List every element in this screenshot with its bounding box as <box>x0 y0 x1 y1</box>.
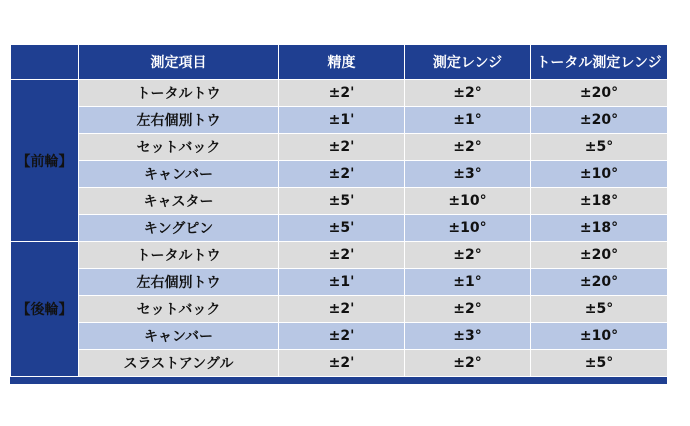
total-range-cell: ±20° <box>531 107 668 134</box>
header-range: 測定レンジ <box>405 45 531 80</box>
range-cell: ±1° <box>405 269 531 296</box>
accuracy-cell: ±2' <box>279 323 405 350</box>
header-row <box>11 45 668 80</box>
item-cell: トータルトウ <box>79 242 279 269</box>
range-cell: ±3° <box>405 323 531 350</box>
header-accuracy: 精度 <box>279 45 405 80</box>
range-cell: ±2° <box>405 80 531 107</box>
item-cell: セットバック <box>79 296 279 323</box>
item-cell: トータルトウ <box>79 80 279 107</box>
range-cell: ±10° <box>405 188 531 215</box>
total-range-cell: ±10° <box>531 161 668 188</box>
table-row <box>11 269 668 296</box>
alignment-spec-table <box>10 44 668 377</box>
item-cell: キャスター <box>79 188 279 215</box>
range-cell: ±1° <box>405 107 531 134</box>
table-row <box>11 188 668 215</box>
group-label-rear: 【後輪】 <box>11 242 79 377</box>
table-row <box>11 161 668 188</box>
group-label-front: 【前輪】 <box>11 80 79 242</box>
range-cell: ±3° <box>405 161 531 188</box>
total-range-cell: ±18° <box>531 215 668 242</box>
range-cell: ±10° <box>405 215 531 242</box>
range-cell: ±2° <box>405 296 531 323</box>
accuracy-cell: ±2' <box>279 134 405 161</box>
table-row <box>11 80 668 107</box>
item-cell: セットバック <box>79 134 279 161</box>
item-cell: キャンバー <box>79 323 279 350</box>
range-cell: ±2° <box>405 350 531 377</box>
item-cell: スラストアングル <box>79 350 279 377</box>
table-row <box>11 215 668 242</box>
table-row <box>11 296 668 323</box>
total-range-cell: ±20° <box>531 269 668 296</box>
total-range-cell: ±10° <box>531 323 668 350</box>
item-cell: キングピン <box>79 215 279 242</box>
accuracy-cell: ±2' <box>279 161 405 188</box>
total-range-cell: ±5° <box>531 296 668 323</box>
accuracy-cell: ±1' <box>279 107 405 134</box>
accuracy-cell: ±5' <box>279 188 405 215</box>
header-corner <box>11 45 79 80</box>
header-total-range: トータル測定レンジ <box>531 45 668 80</box>
table-row <box>11 350 668 377</box>
table-row <box>11 107 668 134</box>
range-cell: ±2° <box>405 242 531 269</box>
table-row <box>11 134 668 161</box>
total-range-cell: ±5° <box>531 350 668 377</box>
accuracy-cell: ±5' <box>279 215 405 242</box>
accuracy-cell: ±2' <box>279 242 405 269</box>
item-cell: 左右個別トウ <box>79 269 279 296</box>
accuracy-cell: ±1' <box>279 269 405 296</box>
item-cell: キャンバー <box>79 161 279 188</box>
accuracy-cell: ±2' <box>279 350 405 377</box>
table-row <box>11 323 668 350</box>
item-cell: 左右個別トウ <box>79 107 279 134</box>
range-cell: ±2° <box>405 134 531 161</box>
accuracy-cell: ±2' <box>279 296 405 323</box>
total-range-cell: ±20° <box>531 80 668 107</box>
header-item: 測定項目 <box>79 45 279 80</box>
accuracy-cell: ±2' <box>279 80 405 107</box>
total-range-cell: ±18° <box>531 188 668 215</box>
total-range-cell: ±5° <box>531 134 668 161</box>
table-row <box>11 242 668 269</box>
total-range-cell: ±20° <box>531 242 668 269</box>
